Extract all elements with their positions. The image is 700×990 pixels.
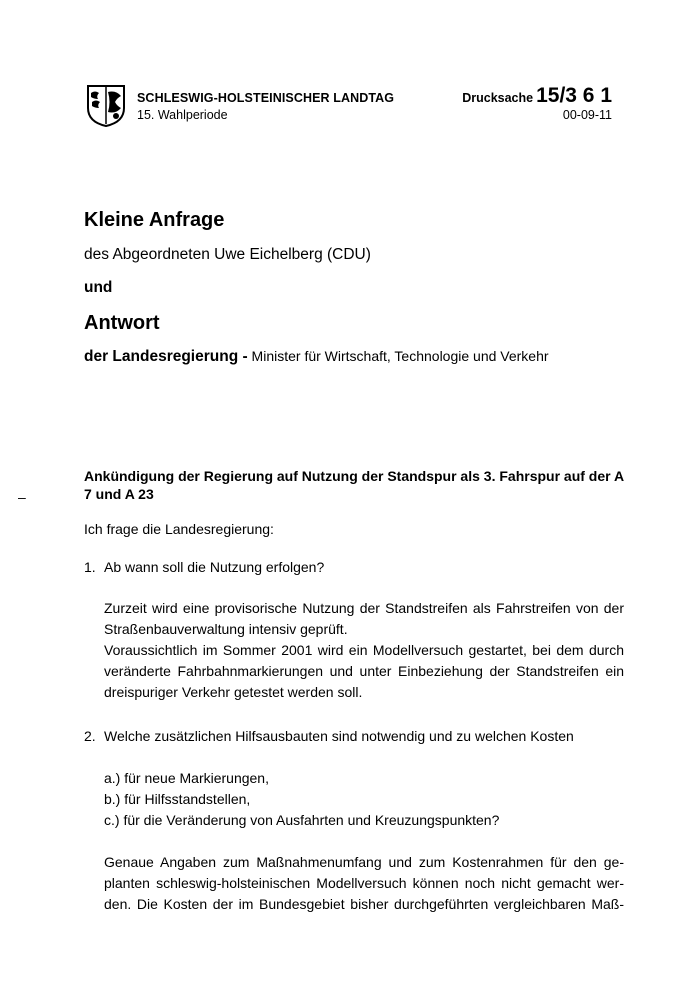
question-text: Welche zusätzlichen Hilfsausbauten sind notwendig und zu welchen Kosten (104, 728, 574, 744)
government-line (84, 348, 549, 366)
answer-line: Zurzeit wird eine provisorische Nutzung der Standstreifen als Fahrstreifen von der (104, 600, 624, 616)
answer-line: Genaue Angaben zum Maßnahmenumfang und zum Kostenrahmen für den ge- (104, 854, 624, 870)
question-number: 2. (84, 728, 96, 744)
drucksache-number: 15/3 6 1 (536, 84, 612, 107)
answer-line: Voraussichtlich im Sommer 2001 wird ein Modellversuch gestartet, bei dem durch (104, 642, 624, 658)
heading-kleine-anfrage: Kleine Anfrage (84, 209, 225, 231)
sub-item: a.) für neue Markierungen, (104, 770, 269, 786)
drucksache-label: Drucksache (462, 91, 534, 105)
answer-line: veränderte Fahrbahnmarkierungen und unter Einbeziehung der Standstreifen ein (104, 663, 624, 679)
minister-label: Minister für Wirtschaft, Technologie und Verkehr (247, 348, 549, 364)
government-label: der Landesregierung - (84, 348, 248, 365)
heading-antwort: Antwort (84, 312, 160, 334)
answer-line: dreispuriger Verkehr getestet werden soll. (104, 684, 363, 700)
intro-text: Ich frage die Landesregierung: (84, 521, 274, 537)
sub-item: b.) für Hilfsstandstellen, (104, 791, 251, 807)
sub-item: c.) für die Veränderung von Ausfahrten und Kreuzungspunkten? (104, 812, 500, 828)
election-period: 15. Wahlperiode (137, 108, 228, 122)
answer-line: Straßenbauverwaltung intensiv geprüft. (104, 621, 348, 637)
parliament-name: SCHLESWIG-HOLSTEINISCHER LANDTAG (137, 91, 395, 105)
document-date: 00-09-11 (562, 108, 612, 122)
member-line: des Abgeordneten Uwe Eichelberg (CDU) (84, 246, 371, 263)
coat-of-arms-icon (86, 84, 126, 128)
question-text: Ab wann soll die Nutzung erfolgen? (104, 559, 325, 575)
answer-block (104, 598, 624, 703)
question-number: 1. (84, 559, 96, 575)
sub-items (104, 768, 624, 831)
answer-line: den. Die Kosten der im Bundesgebiet bisher durchgeführten vergleichbaren Maß- (104, 896, 624, 912)
drucksache (462, 84, 612, 108)
und-line: und (84, 279, 113, 296)
answer-line: planten schleswig-holsteinischen Modellversuch können noch nicht gemacht wer- (104, 875, 624, 891)
answer-block (104, 852, 624, 915)
subject-heading: Ankündigung der Regierung auf Nutzung der Standspur als 3. Fahrspur auf der A 7 und A 23 (84, 468, 624, 502)
margin-mark: – (18, 489, 26, 505)
